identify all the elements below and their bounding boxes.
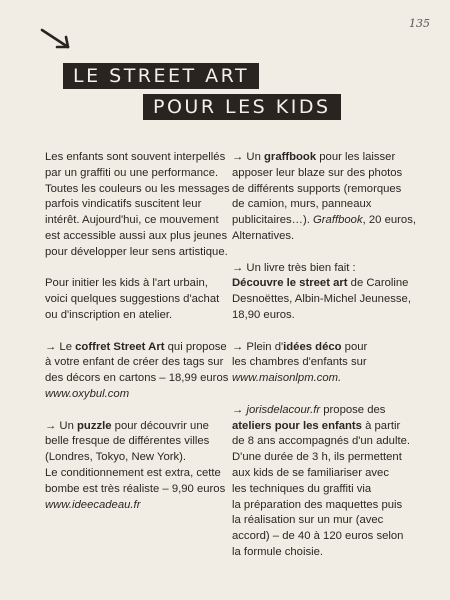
- ateliers-line: les techniques du graffiti via: [232, 482, 372, 495]
- ateliers-name: ateliers pour les enfants: [232, 419, 362, 432]
- arrow-right-icon: →: [45, 340, 57, 353]
- puzzle-line: Le conditionnement est extra, cette: [45, 466, 221, 479]
- deco-name: idées déco: [283, 340, 342, 353]
- graffbook-item: [232, 150, 422, 245]
- coffret-name: coffret Street Art: [75, 340, 165, 353]
- suggestions-line: voici quelques suggestions d'achat: [45, 293, 220, 306]
- coffret-line: à votre enfant de créer des tags sur: [45, 356, 224, 369]
- livre-item: [232, 261, 422, 324]
- livre-line: → Un livre très bien fait :: [232, 261, 356, 274]
- puzzle-url[interactable]: www.ideecadeau.fr: [45, 498, 141, 511]
- graffbook-title: Graffbook: [313, 214, 363, 227]
- ateliers-line: → jorisdelacour.fr propose des: [232, 403, 386, 416]
- intro-line: est accessible aussi aux plus jeunes: [45, 229, 228, 242]
- ateliers-line: la formule choisie.: [232, 545, 324, 558]
- coffret-line: → Le coffret Street Art qui propose: [45, 340, 227, 353]
- intro-paragraph: [45, 150, 230, 261]
- graffbook-line: publicitaires…). Graffbook, 20 euros,: [232, 214, 416, 227]
- puzzle-name: puzzle: [77, 419, 112, 432]
- ateliers-line: la préparation des maquettes puis: [232, 498, 403, 511]
- graffbook-name: graffbook: [264, 151, 317, 163]
- intro-line: Les enfants sont souvent interpellés: [45, 151, 226, 163]
- ateliers-line: accord) – de 40 à 120 euros selon: [232, 530, 404, 543]
- coffret-item: [45, 340, 229, 403]
- puzzle-line: (Londres, Tokyo, New York).: [45, 451, 187, 464]
- title-line-2: POUR LES KIDS: [143, 94, 341, 120]
- intro-line: Toutes les couleurs ou les messages: [45, 182, 230, 195]
- graffbook-line: de camion, murs, panneaux: [232, 198, 372, 211]
- puzzle-line: bombe est très réaliste – 9,90 euros: [45, 482, 226, 495]
- arrow-right-icon: →: [232, 151, 244, 163]
- suggestions-line: ou d'inscription en atelier.: [45, 308, 173, 321]
- ateliers-url[interactable]: jorisdelacour.fr: [246, 403, 321, 416]
- ateliers-line: ateliers pour les enfants à partir: [232, 419, 401, 432]
- coffret-line: des décors en cartons – 18,99 euros: [45, 372, 229, 385]
- graffbook-publisher: Alternatives.: [232, 229, 295, 242]
- deco-item: [232, 340, 422, 387]
- livre-name: Découvre le street art: [232, 277, 348, 290]
- puzzle-line: → Un puzzle pour découvrir une: [45, 419, 209, 432]
- intro-line: intérêt. Aujourd'hui, ce mouvement: [45, 214, 219, 227]
- suggestions-line: Pour initier les kids à l'art urbain,: [45, 277, 208, 290]
- intro-line: par un graffiti ou une performance.: [45, 166, 219, 179]
- ateliers-line: D'une durée de 3 h, ils permettent: [232, 451, 402, 464]
- graffbook-line: apposer leur blaze sur des photos: [232, 166, 403, 179]
- livre-line: Desnoëttes, Albin-Michel Jeunesse,: [232, 293, 411, 306]
- left-column: [45, 150, 230, 529]
- livre-line: Découvre le street art de Caroline: [232, 277, 409, 290]
- ateliers-line: aux kids de se familiariser avec: [232, 466, 389, 479]
- arrow-right-icon: →: [232, 340, 244, 353]
- suggestions-paragraph: [45, 276, 225, 323]
- puzzle-line: belle fresque de différentes villes: [45, 435, 210, 448]
- ateliers-line: de 8 ans accompagnés d'un adulte.: [232, 435, 411, 448]
- intro-line: parfois vindicatifs suscitent leur: [45, 198, 202, 211]
- arrow-right-icon: →: [45, 419, 57, 432]
- right-column: [232, 150, 422, 577]
- title-line-1: LE STREET ART: [63, 63, 259, 89]
- deco-line: → Plein d'idées déco pour: [232, 340, 368, 353]
- graffbook-line: de différents supports (remorques: [232, 182, 402, 195]
- ateliers-line: la réalisation sur un mur (avec: [232, 514, 384, 527]
- puzzle-item: [45, 419, 225, 514]
- graffbook-line: → Un graffbook pour les laisser: [232, 151, 396, 163]
- ateliers-item: [232, 403, 422, 561]
- intro-line: pour développer leur sens artistique.: [45, 245, 228, 258]
- deco-line: les chambres d'enfants sur: [232, 356, 367, 369]
- arrow-right-icon: →: [232, 403, 244, 416]
- coffret-url[interactable]: www.oxybul.com: [45, 387, 130, 400]
- arrow-down-right-icon: [40, 27, 72, 51]
- deco-url[interactable]: www.maisonlpm.com.: [232, 372, 342, 385]
- livre-line: 18,90 euros.: [232, 308, 295, 321]
- page-number: 135: [409, 17, 430, 30]
- arrow-right-icon: →: [232, 261, 244, 274]
